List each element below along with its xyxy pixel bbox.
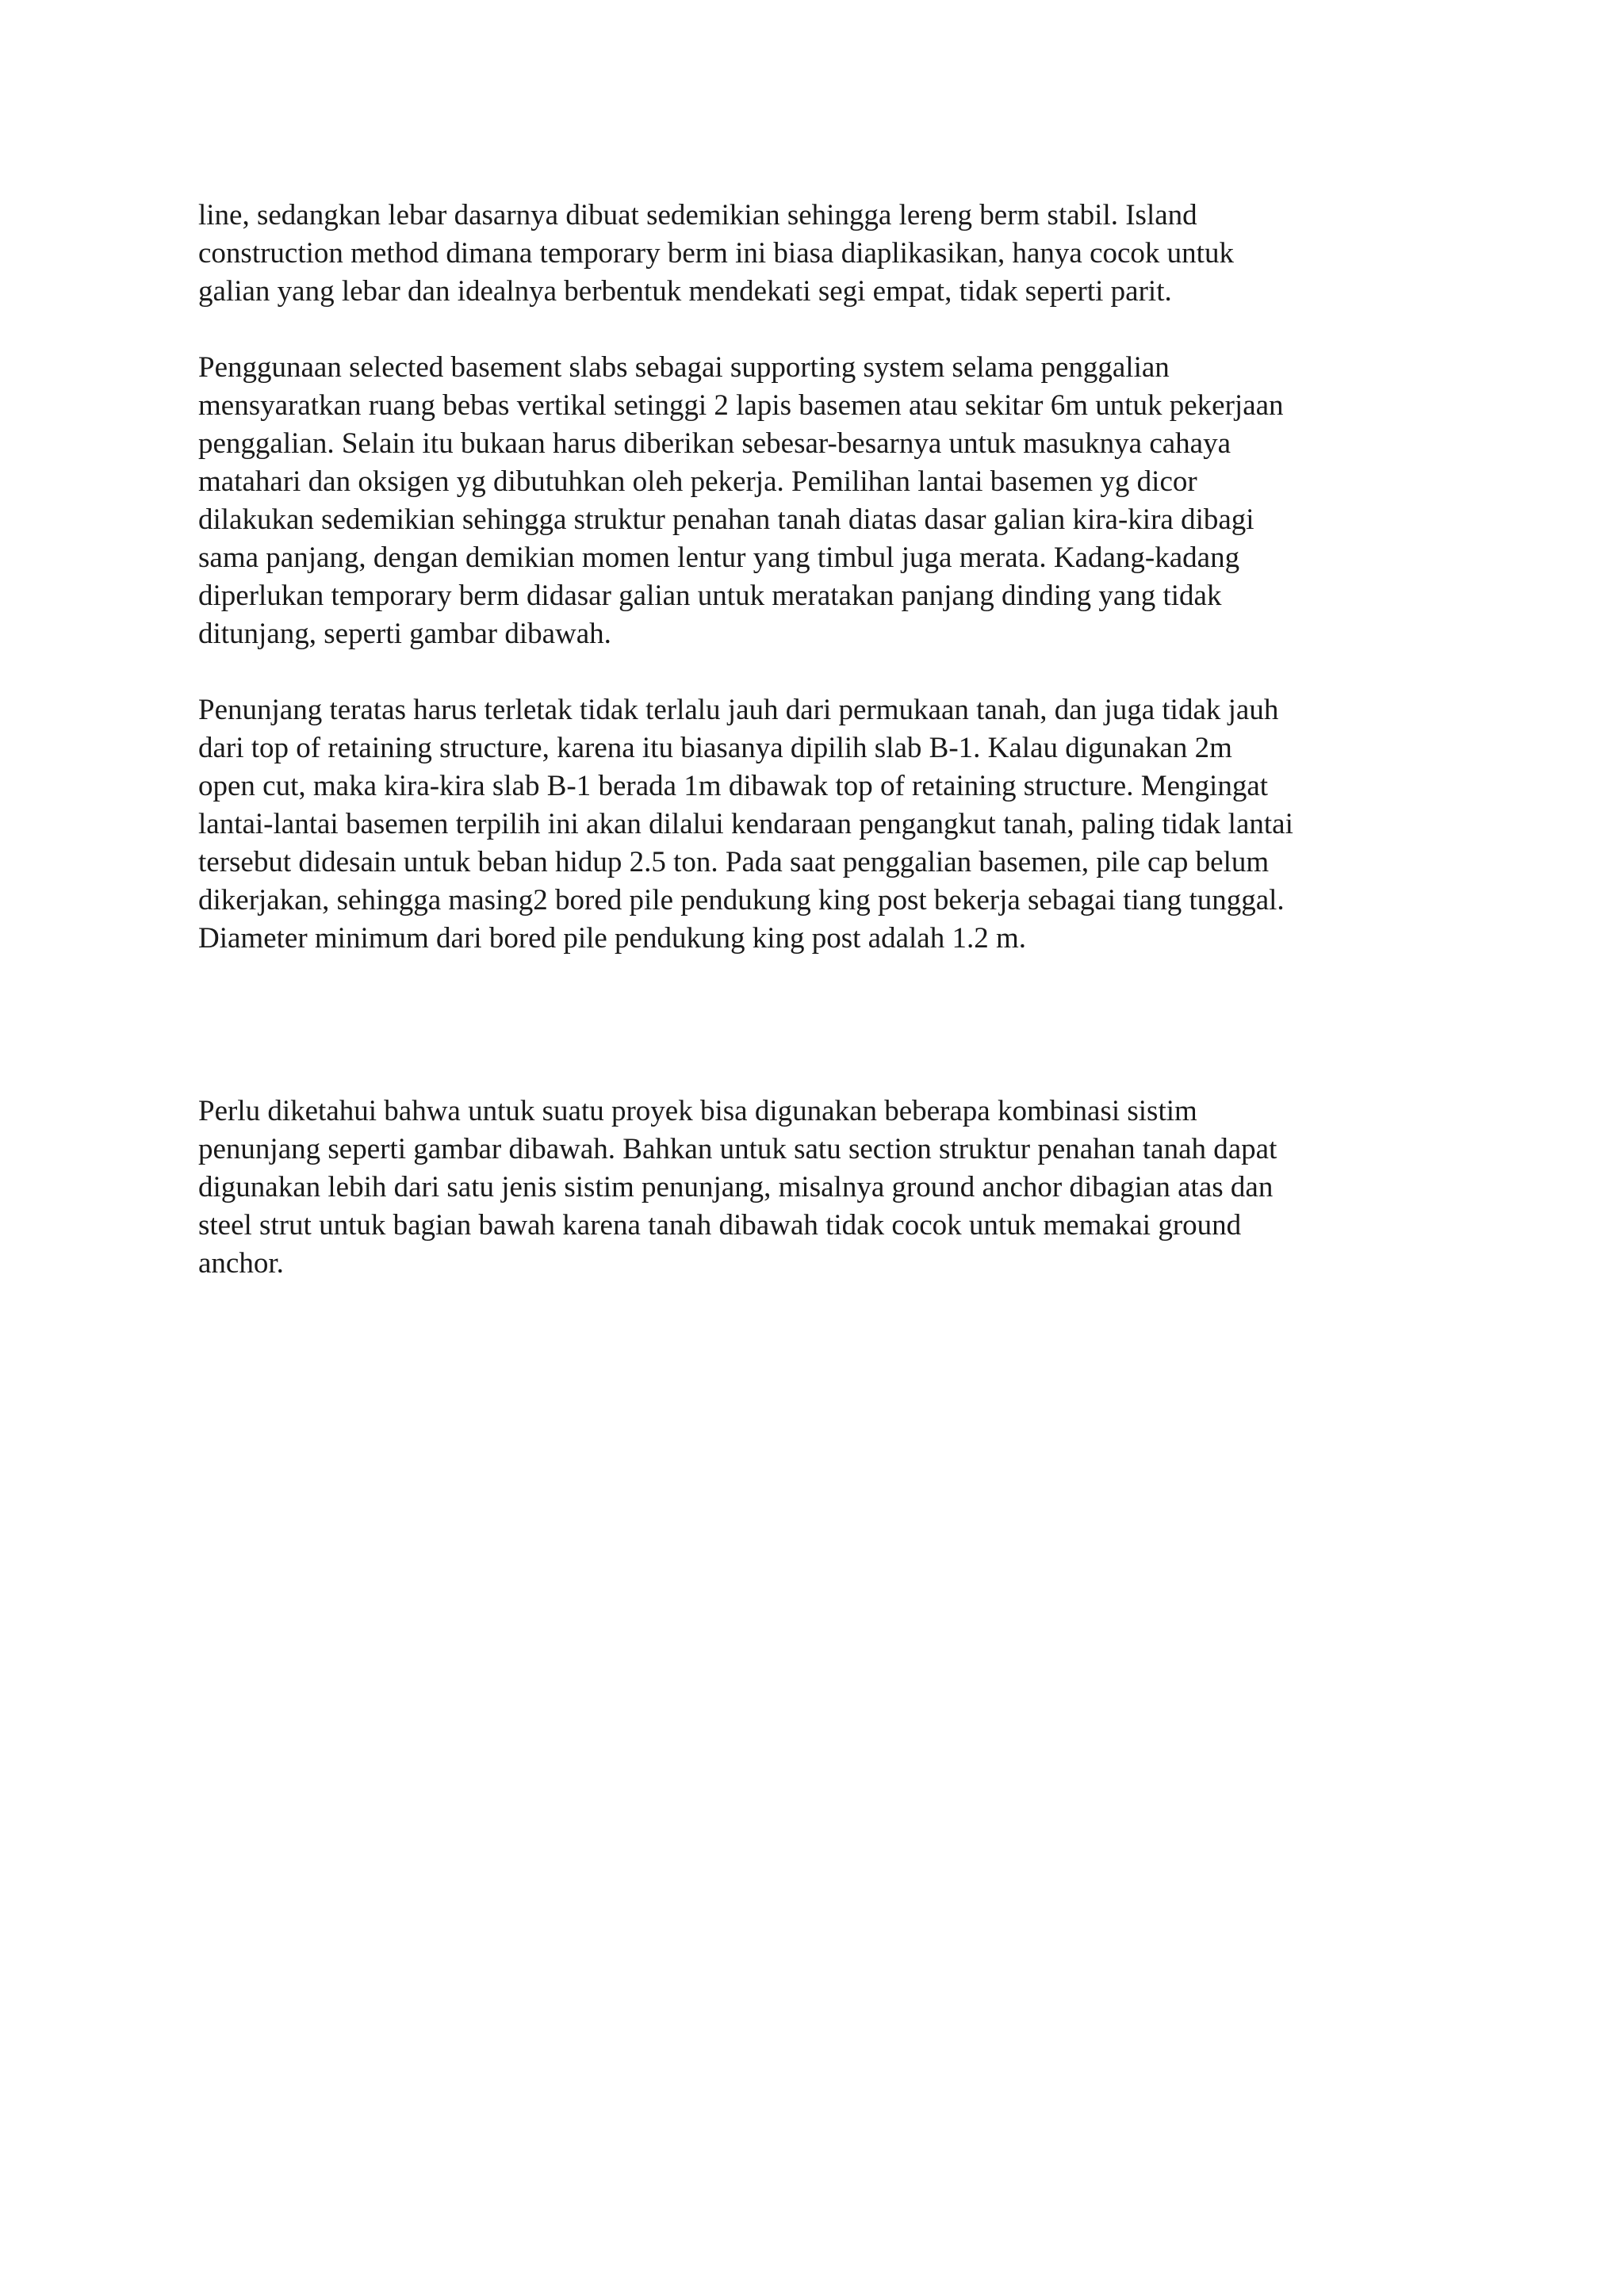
- paragraph-line: steel strut untuk bagian bawah karena tanah dibawah tidak cocok untuk memakai ground: [198, 1209, 1242, 1242]
- paragraph-line: construction method dimana temporary berm ini biasa diaplikasikan, hanya cocok untuk: [198, 237, 1234, 270]
- paragraph-line: anchor.: [198, 1247, 284, 1280]
- paragraph-line: open cut, maka kira-kira slab B-1 berada 1m dibawak top of retaining structure. Mengingat: [198, 770, 1269, 802]
- paragraph-line: penunjang seperti gambar dibawah. Bahkan untuk satu section struktur penahan tanah dapat: [198, 1133, 1277, 1165]
- paragraph-line: diperlukan temporary berm didasar galian untuk meratakan panjang dinding yang tidak: [198, 580, 1222, 612]
- paragraph-line: galian yang lebar dan idealnya berbentuk mendekati segi empat, tidak seperti parit.: [198, 275, 1172, 308]
- paragraph-line: dari top of retaining structure, karena itu biasanya dipilih slab B-1. Kalau digunakan 2m: [198, 732, 1232, 764]
- paragraph-line: ditunjang, seperti gambar dibawah.: [198, 618, 611, 650]
- paragraph-line: line, sedangkan lebar dasarnya dibuat sedemikian sehingga lereng berm stabil. Island: [198, 199, 1197, 232]
- paragraph-line: Perlu diketahui bahwa untuk suatu proyek bisa digunakan beberapa kombinasi sistim: [198, 1095, 1197, 1127]
- paragraph-line: dikerjakan, sehingga masing2 bored pile pendukung king post bekerja sebagai tiang tunggal.: [198, 884, 1285, 916]
- paragraph-support-combination: [198, 1093, 1435, 1283]
- paragraph-line: sama panjang, dengan demikian momen lentur yang timbul juga merata. Kadang-kadang: [198, 541, 1240, 574]
- paragraph-line: tersebut didesain untuk beban hidup 2.5 ton. Pada saat penggalian basemen, pile cap belum: [198, 846, 1270, 878]
- paragraph-line: Diameter minimum dari bored pile pendukung king post adalah 1.2 m.: [198, 922, 1027, 955]
- paragraph-line: mensyaratkan ruang bebas vertikal setinggi 2 lapis basemen atau sekitar 6m untuk pekerjaan: [198, 389, 1284, 422]
- paragraph-top-support: [198, 691, 1435, 958]
- paragraph-basement-slabs: [198, 349, 1435, 653]
- paragraph-line: Penggunaan selected basement slabs sebagai supporting system selama penggalian: [198, 351, 1170, 384]
- paragraph-line: dilakukan sedemikian sehingga struktur penahan tanah diatas dasar galian kira-kira dibagi: [198, 503, 1254, 536]
- paragraph-line: penggalian. Selain itu bukaan harus diberikan sebesar-besarnya untuk masuknya cahaya: [198, 427, 1231, 460]
- paragraph-line: digunakan lebih dari satu jenis sistim penunjang, misalnya ground anchor dibagian atas dan: [198, 1171, 1274, 1203]
- paragraph-line: lantai-lantai basemen terpilih ini akan dilalui kendaraan pengangkut tanah, paling tidak lantai: [198, 808, 1293, 840]
- paragraph-temporary-berm: [198, 197, 1435, 311]
- paragraph-line: Penunjang teratas harus terletak tidak terlalu jauh dari permukaan tanah, dan juga tidak jauh: [198, 694, 1279, 726]
- paragraph-line: matahari dan oksigen yg dibutuhkan oleh pekerja. Pemilihan lantai basemen yg dicor: [198, 465, 1197, 498]
